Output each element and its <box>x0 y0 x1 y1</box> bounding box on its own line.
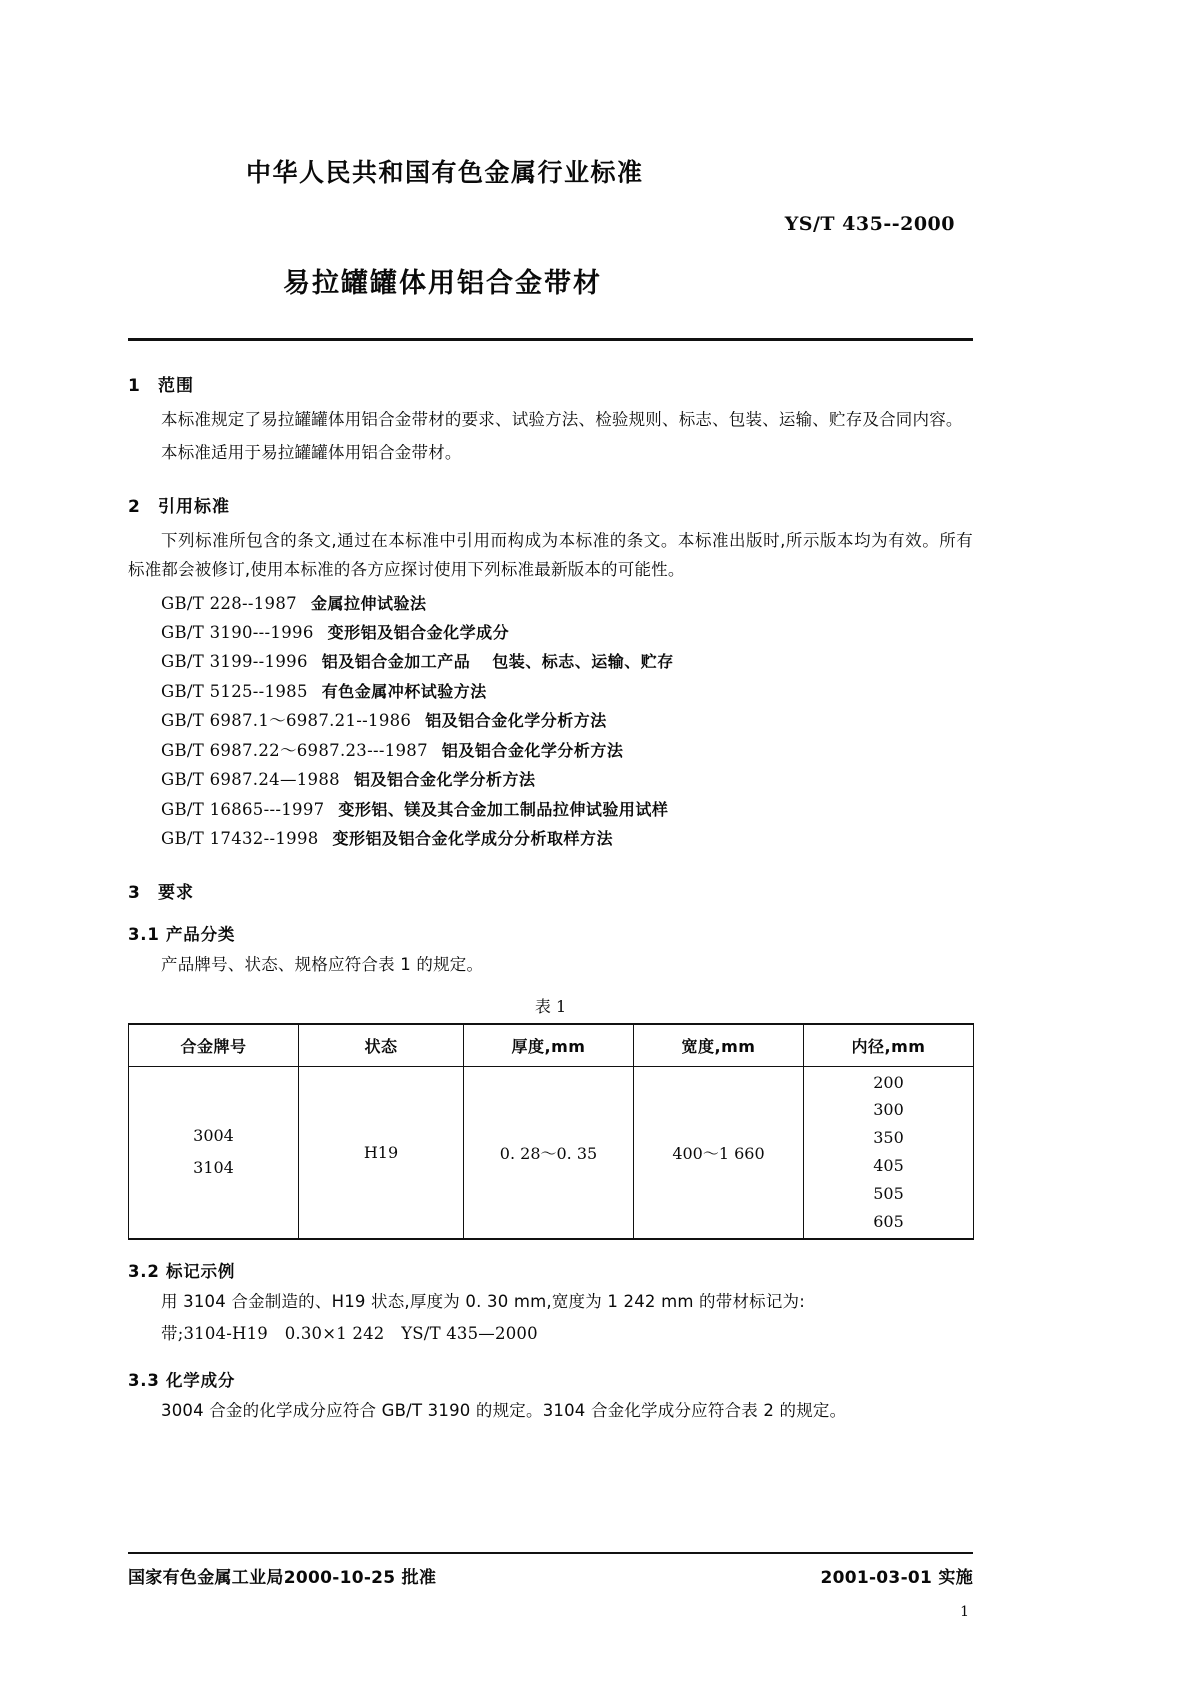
standard-code: GB/T 3199--1996 <box>161 652 308 672</box>
standard-name: 变形铝及铝合金化学成分 <box>327 622 510 642</box>
list-item <box>161 706 973 735</box>
cell-inner-diameter <box>804 1066 974 1239</box>
standard-name: 变形铝、镁及其合金加工制品拉伸试验用试样 <box>338 799 669 819</box>
list-item <box>161 824 973 853</box>
header-divider-rule <box>128 338 973 341</box>
section-2-heading <box>128 492 973 517</box>
page-footer <box>128 1552 973 1620</box>
section-3-2-heading <box>128 1258 973 1282</box>
standard-name: 变形铝及铝合金化学成分分析取样方法 <box>332 829 614 849</box>
list-item <box>161 677 973 706</box>
column-header-alloy: 合金牌号 <box>129 1024 299 1067</box>
standard-code: GB/T 3190---1996 <box>161 622 314 642</box>
standard-name: 金属拉伸试验法 <box>310 593 427 613</box>
standard-code: GB/T 6987.1～6987.21--1986 <box>161 711 412 731</box>
section-2-number: 2 <box>128 496 141 517</box>
section-3-3-number: 3.3 <box>128 1371 160 1391</box>
standard-code: GB/T 6987.24—1988 <box>161 770 340 790</box>
effective-date-statement: 2001-03-01 实施 <box>820 1568 973 1588</box>
standard-name: 铝及铝合金化学分析方法 <box>425 711 607 731</box>
standard-name: 有色金属冲杯试验方法 <box>321 681 487 701</box>
list-item <box>161 765 973 794</box>
document-body <box>128 371 973 1426</box>
cell-thickness: 0. 28～0. 35 <box>464 1066 634 1239</box>
section-1-paragraph-2: 本标准适用于易拉罐罐体用铝合金带材。 <box>161 442 462 462</box>
column-header-width: 宽度,mm <box>634 1024 804 1067</box>
list-item <box>161 795 973 824</box>
section-3-1-number: 3.1 <box>128 924 160 944</box>
standard-code: GB/T 16865---1997 <box>161 799 325 819</box>
cell-alloy <box>129 1066 299 1239</box>
section-3-2-number: 3.2 <box>128 1261 160 1281</box>
standard-name-extra: 包装、标志、运输、贮存 <box>492 652 674 672</box>
referenced-standards-list <box>128 589 973 854</box>
section-3-3-paragraph: 3004 合金的化学成分应符合 GB/T 3190 的规定。3104 合金化学成分应符合表 2 的规定。 <box>161 1401 847 1421</box>
table-1-caption: 表 1 <box>534 996 567 1016</box>
section-3-1-title: 产品分类 <box>166 924 236 944</box>
document-kind-heading: 中华人民共和国有色金属行业标准 <box>246 158 644 187</box>
table-row <box>129 1066 974 1239</box>
inner-diameter-value: 605 <box>873 1211 904 1231</box>
column-header-temper: 状态 <box>299 1024 464 1067</box>
section-1-paragraph-1: 本标准规定了易拉罐罐体用铝合金带材的要求、试验方法、检验规则、标志、包装、运输、贮存及合同内容。 <box>161 410 963 429</box>
section-1-title: 范围 <box>158 376 194 396</box>
approval-statement: 国家有色金属工业局2000-10-25 批准 <box>128 1568 437 1588</box>
section-2-title: 引用标准 <box>158 496 230 517</box>
section-3-1-heading <box>128 921 973 945</box>
table-header-row <box>129 1024 974 1067</box>
list-item <box>161 618 973 647</box>
standard-code: GB/T 17432--1998 <box>161 829 319 849</box>
standard-name: 铝及铝合金化学分析方法 <box>441 740 624 760</box>
section-3-3-title: 化学成分 <box>166 1371 236 1391</box>
standard-code: GB/T 228--1987 <box>161 593 297 613</box>
section-3-heading <box>128 878 973 903</box>
list-item <box>161 647 973 676</box>
alloy-value: 3104 <box>193 1158 234 1178</box>
section-3-title: 要求 <box>158 882 194 903</box>
document-title: 易拉罐罐体用铝合金带材 <box>283 268 602 299</box>
inner-diameter-values <box>804 1067 973 1238</box>
standard-code: GB/T 5125--1985 <box>161 681 308 701</box>
section-3-2-title: 标记示例 <box>166 1261 236 1281</box>
inner-diameter-value: 300 <box>873 1100 904 1120</box>
inner-diameter-value: 350 <box>873 1128 904 1148</box>
cell-temper: H19 <box>299 1066 464 1239</box>
inner-diameter-value: 200 <box>873 1072 904 1092</box>
alloy-value: 3004 <box>193 1126 234 1146</box>
standard-name: 铝及铝合金化学分析方法 <box>353 770 536 790</box>
column-header-inner-diameter: 内径,mm <box>804 1024 974 1067</box>
standard-number: YS/T 435--2000 <box>784 213 955 235</box>
section-3-2-paragraph-2: 带;3104-H19 0.30×1 242 YS/T 435—2000 <box>161 1324 538 1344</box>
section-3-number: 3 <box>128 882 141 903</box>
cell-width: 400～1 660 <box>634 1066 804 1239</box>
section-3-1-paragraph: 产品牌号、状态、规格应符合表 1 的规定。 <box>161 954 484 974</box>
inner-diameter-value: 405 <box>873 1155 904 1175</box>
inner-diameter-value: 505 <box>873 1183 904 1203</box>
section-3-2-paragraph-1: 用 3104 合金制造的、H19 状态,厚度为 0. 30 mm,宽度为 1 242 mm 的带材标记为: <box>161 1291 806 1311</box>
list-item <box>161 589 973 618</box>
standard-code: GB/T 6987.22～6987.23---1987 <box>161 740 428 760</box>
page-number: 1 <box>960 1604 969 1620</box>
footer-divider-rule <box>128 1552 973 1554</box>
specification-table <box>128 1023 974 1240</box>
section-1-heading <box>128 371 973 396</box>
column-header-thickness: 厚度,mm <box>464 1024 634 1067</box>
section-1-number: 1 <box>128 376 141 396</box>
footer-text-row <box>128 1563 973 1588</box>
list-item <box>161 736 973 765</box>
section-3-3-heading <box>128 1367 973 1391</box>
section-2-paragraph-1: 下列标准所包含的条文,通过在本标准中引用而构成为本标准的条文。本标准出版时,所示版本均为有效。所有标准都会被修订,使用本标准的各方应探讨使用下列标准最新版本的可能性。 <box>128 530 973 579</box>
page-content <box>128 158 973 1430</box>
standard-name: 铝及铝合金加工产品 <box>321 652 471 672</box>
